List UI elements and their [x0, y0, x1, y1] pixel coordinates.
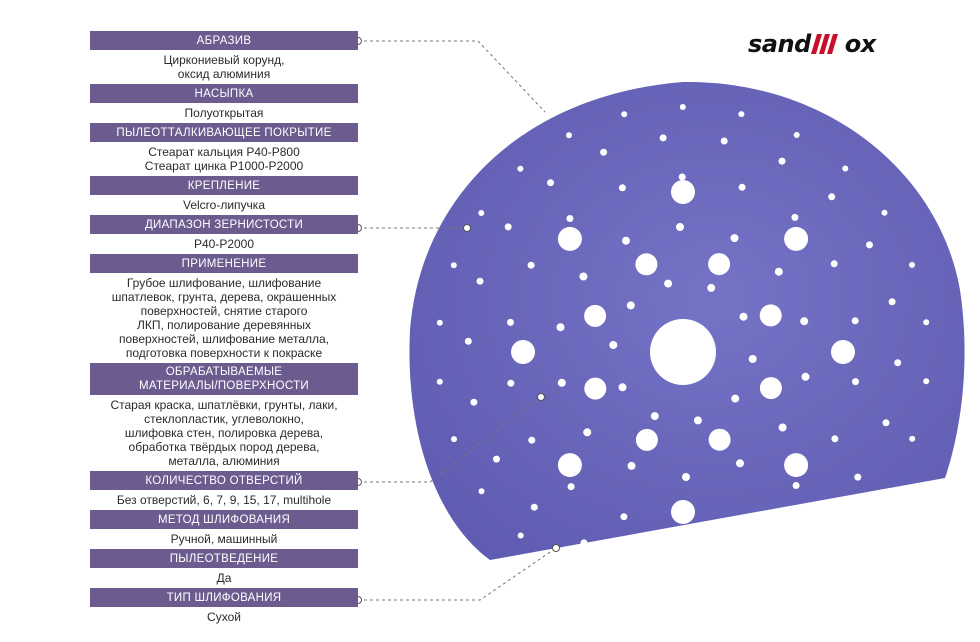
spec-value: Без отверстий, 6, 7, 9, 15, 17, multihole — [116, 493, 332, 507]
spec-row-method — [90, 510, 358, 549]
spec-row-holes — [90, 471, 358, 510]
logo-text-left: sand — [748, 30, 811, 58]
spec-row-dust — [90, 549, 358, 588]
spec-row-abrasive — [90, 31, 358, 84]
callout-dot-edge-end — [553, 545, 560, 552]
spec-value: Стеарат кальция P40-P800 Стеарат цинка P1000-P2000 — [144, 145, 304, 173]
spec-header: КРЕПЛЕНИЕ — [90, 176, 358, 195]
spec-value: P40-P2000 — [193, 237, 255, 251]
spec-header: ТИП ШЛИФОВАНИЯ — [90, 588, 358, 607]
callout-line-disc-edge — [358, 548, 556, 600]
spec-header: МЕТОД ШЛИФОВАНИЯ — [90, 510, 358, 529]
spec-panel — [90, 31, 358, 627]
spec-value: Ручной, машинный — [170, 532, 278, 546]
spec-header: НАСЫПКА — [90, 84, 358, 103]
callout-line-abrasive — [358, 41, 545, 112]
spec-header: АБРАЗИВ — [90, 31, 358, 50]
spec-row-coating — [90, 84, 358, 123]
callout-line-holes — [358, 397, 541, 482]
spec-row-materials — [90, 363, 358, 471]
spec-header: ОБРАБАТЫВАЕМЫЕ МАТЕРИАЛЫ/ПОВЕРХНОСТИ — [90, 363, 358, 395]
spec-header: КОЛИЧЕСТВО ОТВЕРСТИЙ — [90, 471, 358, 490]
spec-header: ПРИМЕНЕНИЕ — [90, 254, 358, 273]
spec-value: Сухой — [207, 610, 241, 624]
spec-value: Старая краска, шпатлёвки, грунты, лаки, стеклопластик, углеволокно, шлифовка стен, полировка дерева, обработка твёрдых пород дерева, металла, алюминия — [110, 398, 338, 468]
logo-text-right: ox — [844, 30, 876, 58]
spec-value: Velcro-липучка — [183, 198, 265, 212]
spec-row-application — [90, 254, 358, 363]
callout-dot-holes-end — [538, 394, 545, 401]
spec-header: ПЫЛЕОТТАЛКИВАЮЩЕЕ ПОКРЫТИЕ — [90, 123, 358, 142]
spec-value: Циркониевый корунд, оксид алюминия — [163, 53, 285, 81]
callout-dot-grit-end — [464, 225, 471, 232]
spec-header: ДИАПАЗОН ЗЕРНИСТОСТИ — [90, 215, 358, 234]
spec-value: Да — [216, 571, 232, 585]
spec-row-attachment — [90, 176, 358, 215]
spec-value: Полуоткрытая — [184, 106, 264, 120]
spec-value: Грубое шлифование, шлифование шпатлевок, грунта, дерева, окрашенных поверхностей, снятие старого ЛКП, полирование деревянных поверхностей, шлифование металла, подготовка поверхности к покраске — [111, 276, 337, 360]
spec-row-grit — [90, 215, 358, 254]
spec-row-antiload — [90, 123, 358, 176]
spec-header: ПЫЛЕОТВЕДЕНИЕ — [90, 549, 358, 568]
spec-row-type — [90, 588, 358, 627]
